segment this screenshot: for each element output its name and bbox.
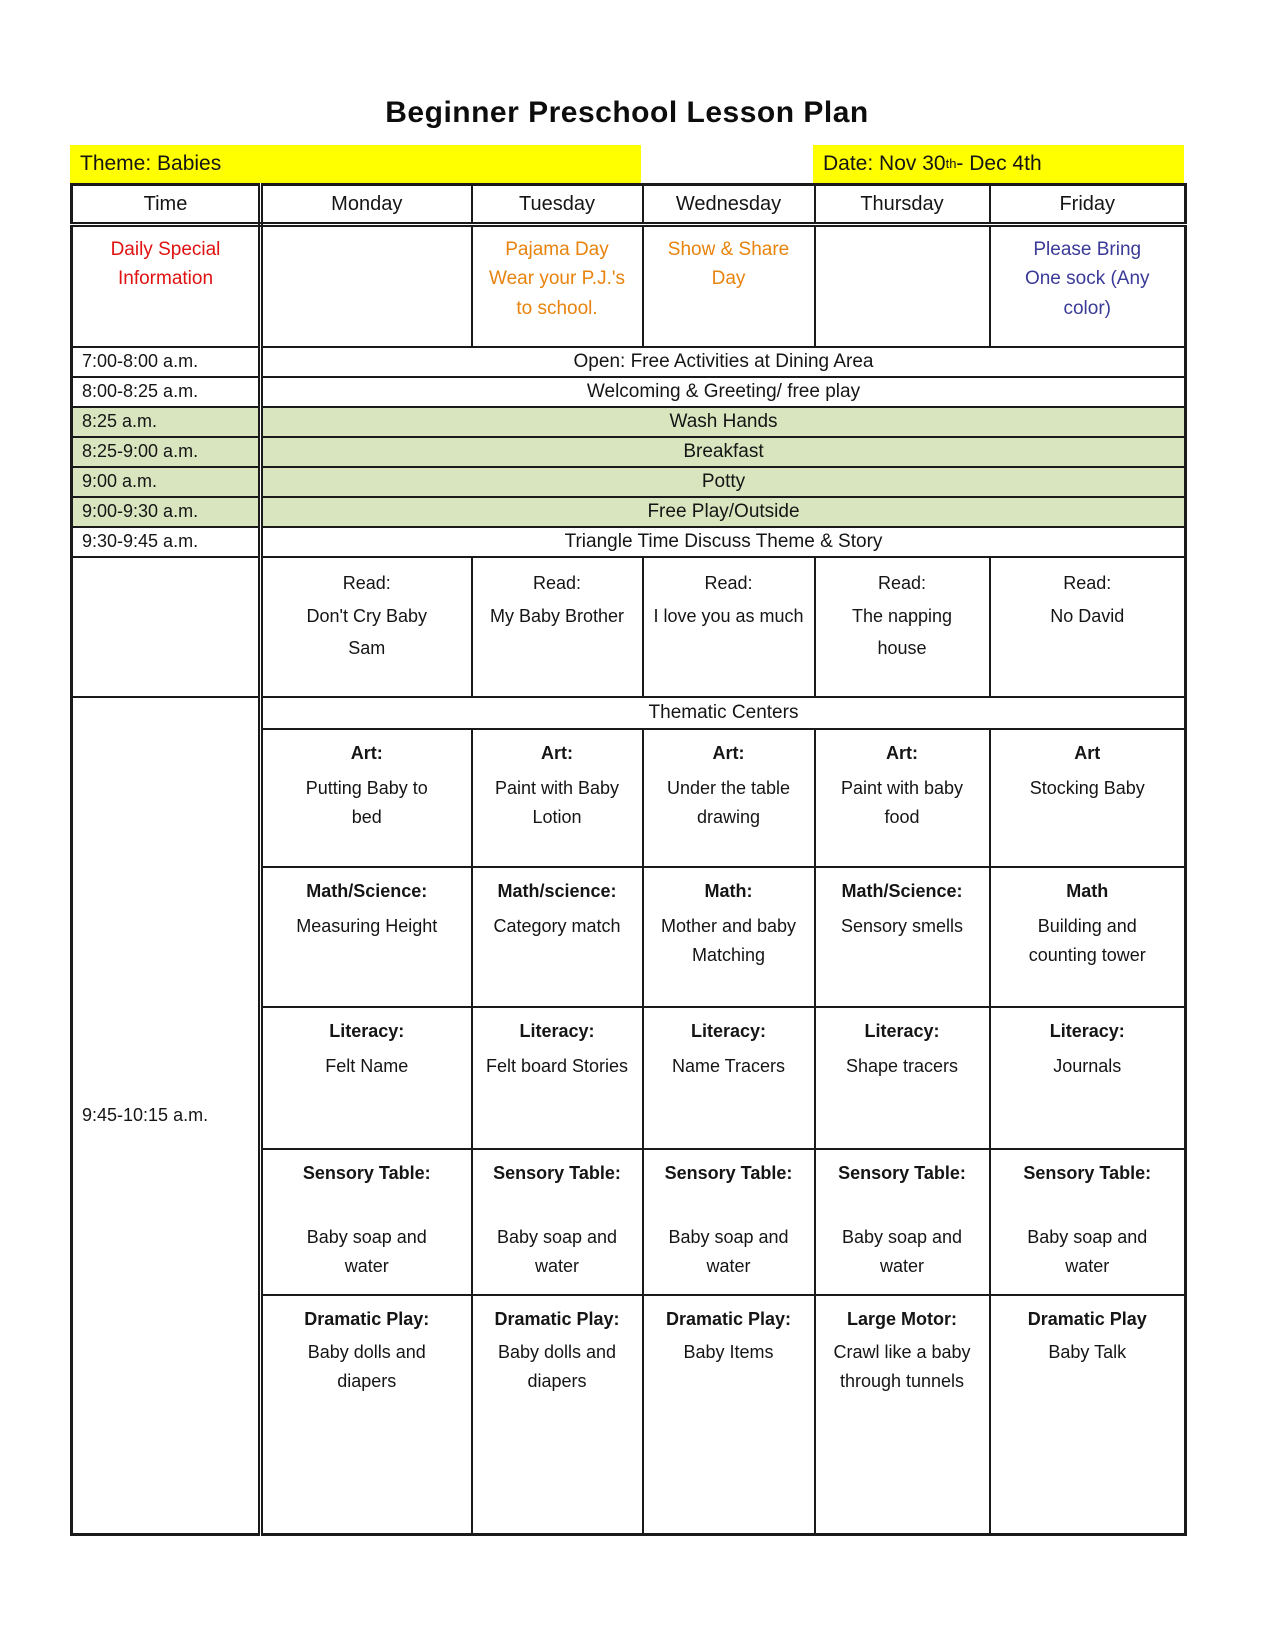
date-cell: Date: Nov 30 th - Dec 4th — [813, 145, 1184, 183]
special-tuesday-cell: Pajama Day Wear your P.J.'s to school. — [472, 225, 643, 347]
read-cell: Read: Don't Cry Baby Sam — [261, 557, 472, 697]
time-cell-empty — [72, 557, 261, 697]
center-cell: Art: Under the table drawing — [643, 729, 815, 867]
time-cell: 8:25 a.m. — [72, 407, 261, 437]
lesson-plan-page — [70, 0, 1184, 1536]
center-cell: Math/Science: Sensory smells — [815, 867, 990, 1007]
daily-special-row — [72, 225, 1186, 347]
special-thursday-cell — [815, 225, 990, 347]
activity-cell: Triangle Time Discuss Theme & Story — [261, 527, 1186, 557]
center-cell: Sensory Table: Baby soap and water — [990, 1149, 1186, 1295]
time-cell: 9:30-9:45 a.m. — [72, 527, 261, 557]
center-cell: Literacy: Journals — [990, 1007, 1186, 1149]
center-cell: Math/science: Category match — [472, 867, 643, 1007]
date-text-suffix: - Dec 4th — [956, 152, 1042, 175]
center-cell: Literacy: Felt board Stories — [472, 1007, 643, 1149]
time-cell: 9:00-9:30 a.m. — [72, 497, 261, 527]
schedule-row — [72, 437, 1186, 467]
time-cell: 9:00 a.m. — [72, 467, 261, 497]
activity-cell: Free Play/Outside — [261, 497, 1186, 527]
schedule-row — [72, 527, 1186, 557]
time-cell-thematic: 9:45-10:15 a.m. — [72, 697, 261, 1535]
column-header-monday: Monday — [261, 185, 472, 225]
center-cell: Dramatic Play: Baby dolls and diapers — [261, 1295, 472, 1535]
page-title: Beginner Preschool Lesson Plan — [385, 96, 869, 129]
center-cell: Sensory Table: Baby soap and water — [815, 1149, 990, 1295]
read-cell: Read: My Baby Brother — [472, 557, 643, 697]
schedule-row — [72, 377, 1186, 407]
time-cell: 8:00-8:25 a.m. — [72, 377, 261, 407]
activity-cell: Potty — [261, 467, 1186, 497]
center-cell: Dramatic Play: Baby Items — [643, 1295, 815, 1535]
special-wednesday-cell: Show & Share Day — [643, 225, 815, 347]
theme-bar-gap — [641, 145, 813, 183]
activity-cell: Welcoming & Greeting/ free play — [261, 377, 1186, 407]
thematic-centers-header: Thematic Centers — [261, 697, 1186, 729]
center-cell: Dramatic Play: Baby dolls and diapers — [472, 1295, 643, 1535]
time-cell: 7:00-8:00 a.m. — [72, 347, 261, 377]
activity-cell: Open: Free Activities at Dining Area — [261, 347, 1186, 377]
read-cell: Read: I love you as much — [643, 557, 815, 697]
date-text-prefix: Date: Nov 30 — [823, 152, 946, 175]
activity-cell: Breakfast — [261, 437, 1186, 467]
column-header-friday: Friday — [990, 185, 1186, 225]
center-cell: Math Building and counting tower — [990, 867, 1186, 1007]
center-cell: Literacy: Shape tracers — [815, 1007, 990, 1149]
center-cell: Art: Putting Baby to bed — [261, 729, 472, 867]
center-cell: Math: Mother and baby Matching — [643, 867, 815, 1007]
center-cell: Art: Paint with baby food — [815, 729, 990, 867]
center-cell: Art Stocking Baby — [990, 729, 1186, 867]
time-cell: 8:25-9:00 a.m. — [72, 437, 261, 467]
column-header-wednesday: Wednesday — [643, 185, 815, 225]
column-header-time: Time — [72, 185, 261, 225]
schedule-row — [72, 347, 1186, 377]
schedule-row — [72, 407, 1186, 437]
read-row — [72, 557, 1186, 697]
read-cell: Read: No David — [990, 557, 1186, 697]
center-cell: Large Motor: Crawl like a baby through tunnels — [815, 1295, 990, 1535]
thematic-centers-header-row — [72, 697, 1186, 729]
center-cell: Math/Science: Measuring Height — [261, 867, 472, 1007]
center-cell: Sensory Table: Baby soap and water — [472, 1149, 643, 1295]
center-cell: Sensory Table: Baby soap and water — [261, 1149, 472, 1295]
center-cell: Art: Paint with Baby Lotion — [472, 729, 643, 867]
schedule-row — [72, 497, 1186, 527]
center-cell: Literacy: Name Tracers — [643, 1007, 815, 1149]
special-friday-cell: Please Bring One sock (Any color) — [990, 225, 1186, 347]
center-cell: Dramatic Play Baby Talk — [990, 1295, 1186, 1535]
column-header-tuesday: Tuesday — [472, 185, 643, 225]
schedule-row — [72, 467, 1186, 497]
special-monday-cell — [261, 225, 472, 347]
read-cell: Read: The napping house — [815, 557, 990, 697]
lesson-plan-table — [70, 183, 1187, 1536]
header-row — [72, 185, 1186, 225]
activity-cell: Wash Hands — [261, 407, 1186, 437]
daily-special-label: Daily Special Information — [72, 225, 261, 347]
center-cell: Literacy: Felt Name — [261, 1007, 472, 1149]
theme-date-bar — [70, 145, 1184, 183]
theme-cell: Theme: Babies — [70, 145, 641, 183]
center-cell: Sensory Table: Baby soap and water — [643, 1149, 815, 1295]
column-header-thursday: Thursday — [815, 185, 990, 225]
